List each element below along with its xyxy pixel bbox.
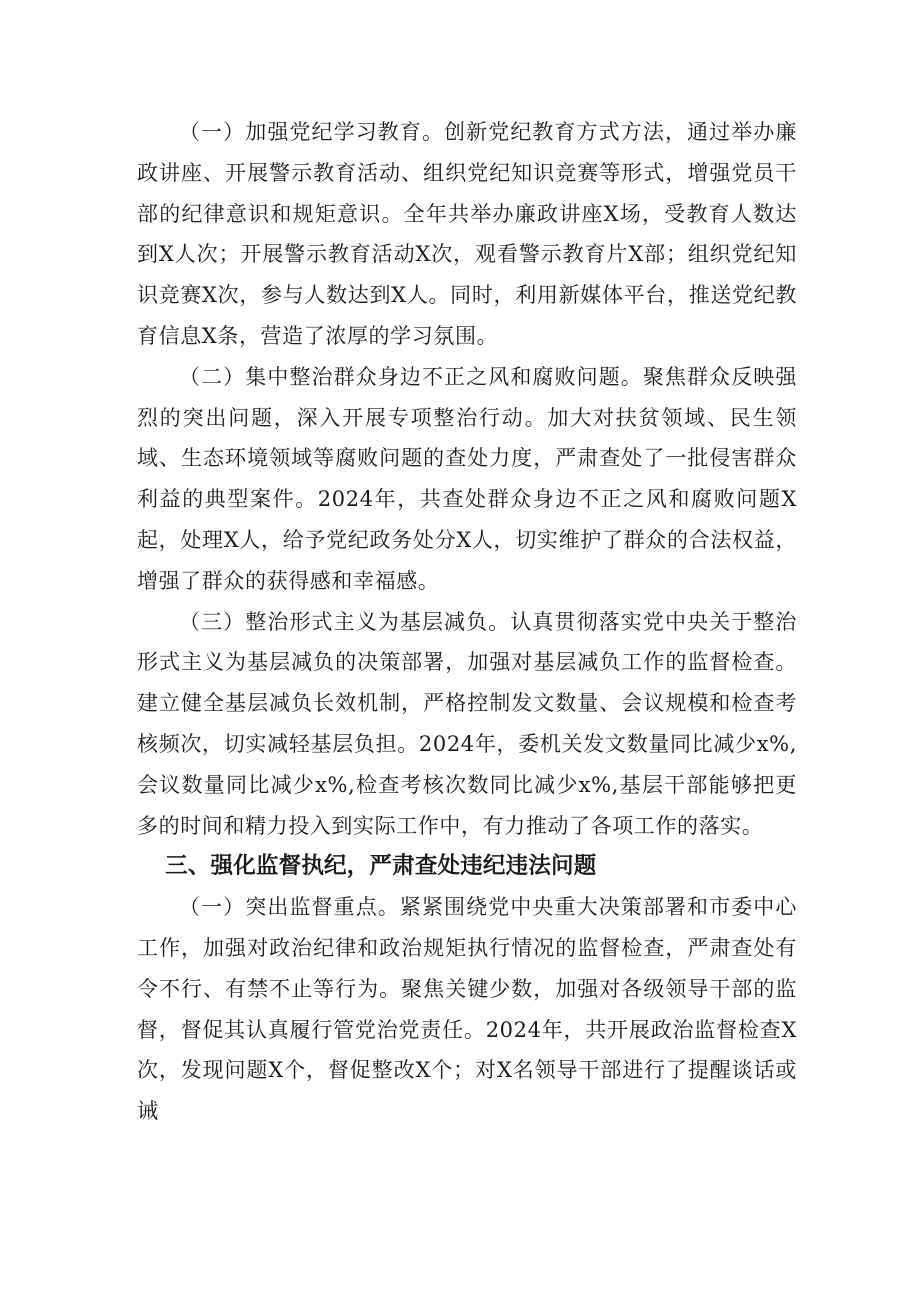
paragraph-supervision-focus: （一）突出监督重点。紧紧围绕党中央重大决策部署和市委中心工作，加强对政治纪律和政治规矩执行情况的监督检查，严肃查处有令不行、有禁不止等行为。聚焦关键少数，加强对各级领导干部的监督，督促其认真履行管党治党责任。2024年，共开展政治监督检查X次，发现问题X个，督促整改X个；对X名领导干部进行了提醒谈话或诫 bbox=[137, 895, 797, 1124]
paragraph-reduce-formalism: （三）整治形式主义为基层减负。认真贯彻落实党中央关于整治形式主义为基层减负的决策部署，加强对基层减负工作的监督检查。建立健全基层减负长效机制，严格控制发文数量、会议规模和检查考核频次，切实减轻基层负担。2024年，委机关发文数量同比减少x%,会议数量同比减少x%,检查考核次数同比减少x%,基层干部能够把更多的时间和精力投入到实际工作中，有力推动了各项工作的落实。 bbox=[137, 609, 797, 838]
section-heading: 三、强化监督执纪，严肃查处违纪违法问题 bbox=[165, 853, 597, 880]
document-body bbox=[137, 112, 797, 1132]
paragraph-strengthen-discipline-education: （一）加强党纪学习教育。创新党纪教育方式方法，通过举办廉政讲座、开展警示教育活动、组织党纪知识竞赛等形式，增强党员干部的纪律意识和规矩意识。全年共举办廉政讲座X场，受教育人数达到X人次；开展警示教育活动X次，观看警示教育片X部；组织党纪知识竞赛X次，参与人数达到X人。同时，利用新媒体平台，推送党纪教育信息X条，营造了浓厚的学习氛围。 bbox=[137, 120, 797, 348]
paragraph-rectify-misconduct: （二）集中整治群众身边不正之风和腐败问题。聚焦群众反映强烈的突出问题，深入开展专项整治行动。加大对扶贫领域、民生领域、生态环境领域等腐败问题的查处力度，严肃查处了一批侵害群众利益的典型案件。2024年，共查处群众身边不正之风和腐败问题X起，处理X人，给予党纪政务处分X人，切实维护了群众的合法权益，增强了群众的获得感和幸福感。 bbox=[137, 364, 797, 593]
